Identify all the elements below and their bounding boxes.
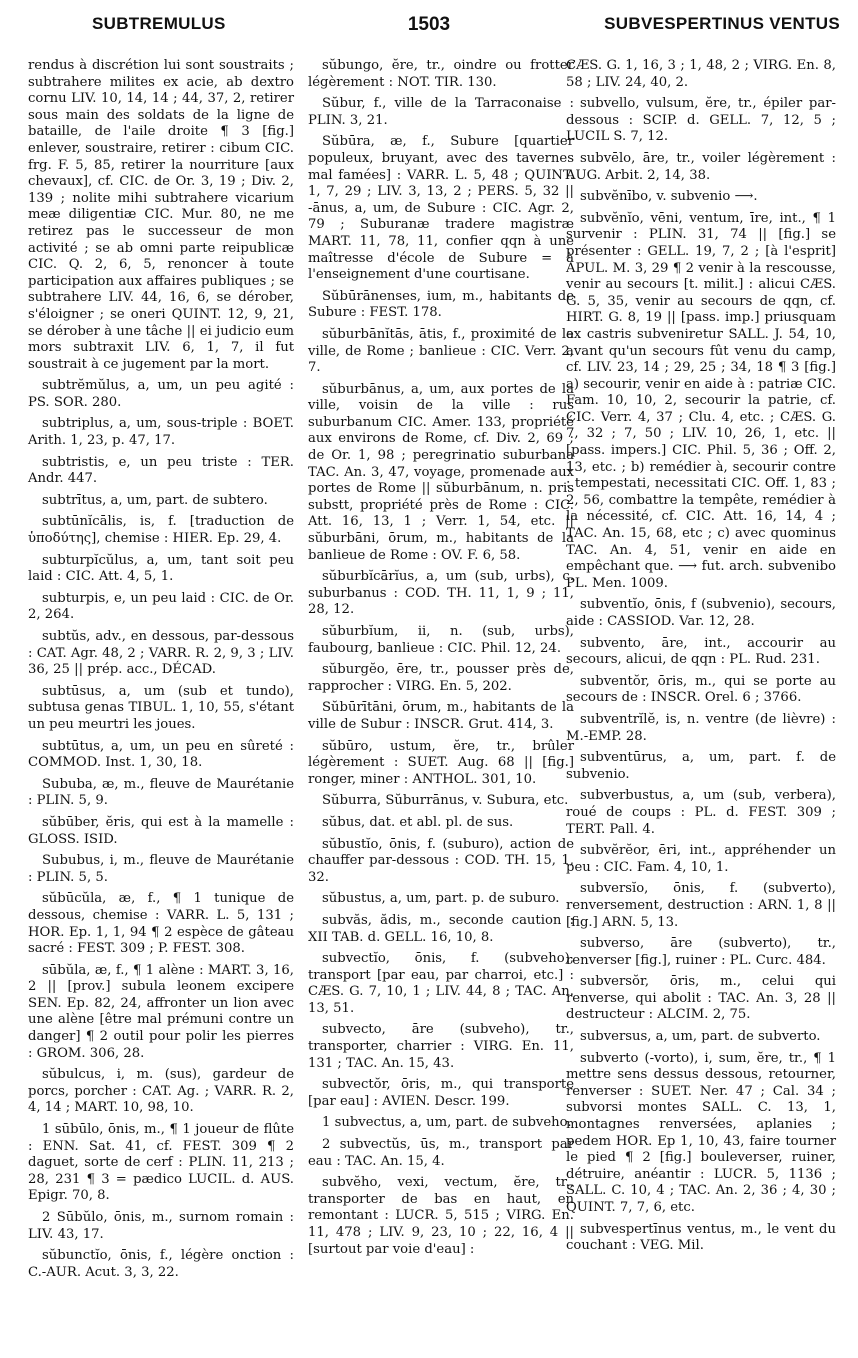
dictionary-entry	[28, 58, 294, 373]
entry-text: 1 subvectus, a, um, part. de subveho.	[322, 1115, 572, 1131]
entry-text: Sububa, æ, m., fleuve de Maurétanie : PLIN. 5, 9.	[28, 776, 294, 809]
dictionary-entry	[308, 891, 574, 908]
running-head-right: SUBVESPERTINUS VENTUS	[604, 14, 840, 33]
entry-text: sŭburbānĭtās, ātis, f., proximité de la ville, de Rome ; banlieue : CIC. Verr. 2, 7.	[308, 326, 574, 376]
entry-text: sŭburgĕo, ēre, tr., pousser près de, rapprocher : VIRG. En. 5, 202.	[308, 662, 574, 694]
dictionary-entry	[308, 96, 574, 129]
dictionary-entry	[308, 289, 574, 322]
dictionary-entry	[28, 416, 294, 449]
entry-text: sŭbūro, ustum, ĕre, tr., brûler légèrement : SUET. Aug. 68 || [fig.] ronger, miner : ANTHOL. 301, 10.	[308, 738, 574, 787]
dictionary-entry	[28, 591, 294, 624]
entry-text: subvectĭo, ōnis, f. (subveho), transport [par eau, par charroi, etc.] : CÆS. G. 7, 10, 1 ; LIV. 44, 8 ; TAC. An. 13, 51.	[308, 951, 574, 1016]
dictionary-entry	[308, 793, 574, 810]
entry-text: sŭburbĭcārĭus, a, um (sub, urbs), c. suburbanus : COD. TH. 11, 1, 9 ; 11, 28, 12.	[308, 569, 574, 618]
dictionary-entry	[308, 662, 574, 695]
dictionary-entry	[308, 58, 574, 91]
dictionary-entry	[566, 674, 836, 707]
entry-text: 2 Sūbŭlo, ōnis, m., surnom romain : LIV. 43, 17.	[28, 1210, 294, 1242]
dictionary-entry	[308, 951, 574, 1017]
dictionary-entry	[308, 382, 574, 565]
dictionary-entry	[308, 739, 574, 789]
entry-text: subversĭo, ōnis, f. (subverto), renversement, destruction : ARN. 1, 8 || [fig.] ARN. 5, 13.	[566, 881, 836, 930]
dictionary-entry	[308, 569, 574, 619]
dictionary-entry	[28, 777, 294, 810]
dictionary-entry	[566, 974, 836, 1024]
dictionary-entry	[28, 739, 294, 772]
entry-text: subversus, a, um, part. de subverto.	[580, 1029, 821, 1045]
entry-text: sŭbustĭo, ōnis, f. (suburo), action de chauffer par-dessous : COD. TH. 15, 1, 32.	[308, 836, 574, 885]
dictionary-entry	[28, 514, 294, 547]
entry-text: subvĕho, vexi, vectum, ĕre, tr., transporter de bas en haut, en remontant : LUCR. 5, 515 ; VIRG. En. 11, 478 ; LIV. 9, 23, 10 ; 22, 16, 4 || [surtout par voie d'eau] :	[308, 1175, 574, 1257]
entry-text: subtristis, e, un peu triste : TER. Andr. 447.	[28, 454, 294, 487]
dictionary-entry	[28, 378, 294, 411]
entry-text: subversŏr, ōris, m., celui qui renverse, qui abolit : TAC. An. 3, 28 || destructeur : ALCIM. 2, 75.	[566, 974, 836, 1023]
entry-text: subtūtus, a, um, un peu en sûreté : COMMOD. Inst. 1, 30, 18.	[28, 738, 294, 771]
entry-text: sŭburbānus, a, um, aux portes de la ville, voisin de la ville : rus suburbanum CIC. Amer. 133, propriété aux environs de Rome, cf. Div. 2, 69 ; de Or. 1, 98 ; peregrinatio suburbana TAC. An. 3, 47, voyage, promenade aux portes de Rome || sŭburbānum, n. pris substt, propriété près de Rome : CIC. Att. 16, 13, 1 ; Verr. 1, 54, etc. || sŭburbāni, ōrum, m., habitants de la banlieue de Rome : OV. F. 6, 58.	[308, 381, 574, 563]
dictionary-entry	[28, 553, 294, 586]
dictionary-entry	[308, 134, 574, 283]
entry-text: CÆS. G. 1, 16, 3 ; 1, 48, 2 ; VIRG. En. 8, 58 ; LIV. 24, 40, 2.	[566, 58, 836, 90]
dictionary-entry	[308, 815, 574, 832]
entry-text: subvĕnĭo, vēni, ventum, īre, int., ¶ 1 survenir : PLIN. 31, 74 || [fig.] se présenter : GELL. 19, 7, 2 ; [à l'esprit] APUL. M. 3, 29 ¶ 2 venir à la rescousse, venir au secours [t. milit.] : alicui CÆS. G. 5, 35, venir au secours de qqn, cf. HIRT. G. 8, 19 || [pass. imp.] priusquam ex castris subveniretur SALL. J. 54, 10, avant qu'un secours fût venu du camp, cf. LIV. 23, 14 ; 29, 25 ; 34, 18 ¶ 3 [fig.] a) secourir, venir en aide à : patriæ CIC. Fam. 10, 10, 2, secourir la patrie, cf. CIC. Verr. 4, 37 ; Clu. 4, etc. ; CÆS. G. 7, 32 ; 7, 50 ; LIV. 10, 26, 1, etc. || [pass. impers.] CIC. Phil. 5, 36 ; Off. 2, 13, etc. ; b) remédier à, secourir contre : tempestati, necessitati CIC. Off. 1, 83 ; 2, 56, combattre la tempête, remédier à la nécessité, cf. CIC. Att. 16, 14, 4 ; TAC. An. 15, 68, etc ; c) avec quominus TAC. An. 4, 51, venir en aide en empêchant que. ⟶ fut. arch. subvenibo PL. Men. 1009.	[566, 210, 836, 591]
dictionary-entry	[566, 750, 836, 783]
entry-text: subvăs, ădis, m., seconde caution : XII TAB. d. GELL. 16, 10, 8.	[308, 912, 574, 945]
entry-text: subverbustus, a, um (sub, verbera), roué de coups : PL. d. FEST. 309 ; TERT. Pall. 4.	[566, 788, 836, 837]
page-header	[0, 14, 858, 46]
dictionary-entry	[566, 96, 836, 146]
dictionary-entry	[308, 1137, 574, 1170]
dictionary-entry	[308, 1115, 574, 1132]
entry-text: subvento, āre, int., accourir au secours, alicui, de qqn : PL. Rud. 231.	[566, 635, 836, 668]
entry-text: subvecto, āre (subveho), tr., transporter, charrier : VIRG. En. 11, 131 ; TAC. An. 15, 43.	[308, 1022, 574, 1071]
entry-text: sŭbunctĭo, ōnis, f., légère onction : C.-AUR. Acut. 3, 3, 22.	[28, 1248, 294, 1280]
column-1	[28, 58, 294, 1286]
dictionary-entry	[28, 963, 294, 1063]
dictionary-entry	[566, 636, 836, 669]
dictionary-entry	[566, 788, 836, 838]
dictionary-entry	[566, 189, 836, 206]
dictionary-entry	[566, 936, 836, 969]
dictionary-entry	[28, 629, 294, 679]
dictionary-entry	[566, 1222, 836, 1255]
dictionary-entry	[566, 151, 836, 184]
dictionary-entry	[28, 1067, 294, 1117]
dictionary-entry	[566, 712, 836, 745]
entry-text: Sububus, i, m., fleuve de Maurétanie : PLIN. 5, 5.	[28, 853, 294, 885]
dictionary-entry	[308, 913, 574, 946]
dictionary-entry	[308, 1175, 574, 1258]
dictionary-entry	[28, 455, 294, 488]
entry-text: sŭbustus, a, um, part. p. de suburo.	[322, 891, 560, 907]
dictionary-entry	[566, 211, 836, 593]
entry-text: sŭbungo, ĕre, tr., oindre ou frotter légèrement : NOT. TIR. 130.	[308, 58, 574, 90]
entry-text: Sŭbūrānenses, ium, m., habitants de Subure : FEST. 178.	[308, 288, 574, 321]
entry-text: subtrītus, a, um, part. de subtero.	[42, 492, 268, 508]
entry-text: Sŭbur, f., ville de la Tarraconaise : PLIN. 3, 21.	[308, 96, 574, 128]
dictionary-entry	[308, 624, 574, 657]
entry-text: Sŭbūrītāni, ōrum, m., habitants de la ville de Subur : INSCR. Grut. 414, 3.	[308, 700, 574, 732]
entry-text: Sŭbūra, æ, f., Subure [quartier populeux, bruyant, avec des tavernes mal famées] : VARR. L. 5, 48 ; QUINT. 1, 7, 29 ; LIV. 3, 13, 2 ; PERS. 5, 32 || -ānus, a, um, de Subure : CIC. Agr. 2, 79 ; Suburanæ tradere magistræ MART. 11, 78, 11, confier qqn à une maîtresse d'école de Subure = à l'enseignement d'une courtisane.	[308, 134, 574, 283]
dictionary-entry	[566, 1051, 836, 1217]
page-number: 1503	[407, 14, 451, 35]
dictionary-entry	[308, 1077, 574, 1110]
entry-text: subturpis, e, un peu laid : CIC. de Or. 2, 264.	[28, 590, 294, 623]
dictionary-entry	[28, 853, 294, 886]
entry-text: subtŭs, adv., en dessous, par-dessous : CAT. Agr. 48, 2 ; VARR. R. 2, 9, 3 ; LIV. 36, 25 || prép. acc., DÉCAD.	[28, 629, 294, 678]
entry-text: sŭbūcŭla, æ, f., ¶ 1 tunique de dessous, chemise : VARR. L. 5, 131 ; HOR. Ep. 1, 1, 94 ¶ 2 espèce de gâteau sacré : FEST. 309 ; P. FEST. 308.	[28, 891, 294, 957]
entry-text: subverto (-vorto), i, sum, ĕre, tr., ¶ 1 mettre sens dessus dessous, retourner, renverser : SUET. Ner. 47 ; Cal. 34 ; subvorsi montes SALL. C. 13, 1, montagnes renversées, aplanies ; pedem HOR. Ep 1, 10, 43, faire tourner le pied ¶ 2 [fig.] bouleverser, ruiner, détruire, anéantir : LUCR. 5, 1136 ; SALL. C. 10, 4 ; TAC. An. 2, 36 ; 4, 30 ; QUINT. 7, 7, 6, etc.	[566, 1050, 836, 1215]
entry-text: 2 subvectŭs, ūs, m., transport par eau : TAC. An. 15, 4.	[308, 1137, 574, 1169]
entry-text: subventŏr, ōris, m., qui se porte au secours de : INSCR. Orel. 6 ; 3766.	[566, 673, 836, 706]
dictionary-entry	[566, 58, 836, 91]
dictionary-entry	[28, 815, 294, 848]
entry-text: subtūsus, a, um (sub et tundo), subtusa genas TIBUL. 1, 10, 55, s'étant un peu meurtri les joues.	[28, 683, 294, 732]
dictionary-entry	[28, 684, 294, 734]
entry-text: sūbŭla, æ, f., ¶ 1 alène : MART. 3, 16, 2 || [prov.] subula leonem excipere SEN. Ep. 82, 24, affronter un lion avec une alène [être mal prémuni contre un danger] ¶ 2 outil pour polir les pierres : GROM. 306, 28.	[28, 962, 294, 1061]
entry-text: rendus à discrétion lui sont soustraits ; subtrahere milites ex acie, ab dextro cornu LIV. 10, 14, 14 ; 44, 37, 2, retirer sous main des soldats de la ligne de bataille, de l'aile droite ¶ 3 [fig.] enlever, soustraire, retirer : cibum CIC. frg. F. 5, 85, retirer la nourriture [aux chevaux], cf. CIC. de Or. 3, 19 ; Div. 2, 139 ; nolite mihi subtrahere vicarium meæ diligentiæ CIC. Mur. 80, ne me retirez pas le successeur de mon activité ; se ab omni parte reipublicæ CIC. Q. 2, 6, 5, renoncer à toute participation aux affaires publiques ; se subtrahere LIV. 44, 16, 6, se dérober, s'éloigner ; se oneri QUINT. 12, 9, 21, se dérober à une tâche || ei judicio eum mors subtraxit LIV. 6, 1, 7, il fut soustrait à ce jugement par la mort.	[28, 58, 294, 372]
column-2	[308, 58, 574, 1263]
dictionary-entry	[308, 837, 574, 887]
dictionary-entry	[566, 843, 836, 876]
entry-text: subvespertīnus ventus, m., le vent du couchant : VEG. Mil.	[566, 1221, 836, 1254]
entry-text: subvello, vulsum, ĕre, tr., épiler par-dessous : SCIP. d. GELL. 7, 12, 5 ; LUCIL S. 7, 12.	[566, 96, 836, 145]
running-head-left: SUBTREMULUS	[92, 14, 226, 33]
entry-text: 1 sūbūlo, ōnis, m., ¶ 1 joueur de flûte : ENN. Sat. 41, cf. FEST. 309 ¶ 2 daguet, sorte de cerf : PLIN. 11, 213 ; 28, 231 ¶ 3 = pædico LUCIL. d. AUS. Epigr. 70, 8.	[28, 1122, 294, 1204]
dictionary-entry	[566, 1029, 836, 1046]
entry-text: subverso, āre (subverto), tr., renverser [fig.], ruiner : PL. Curc. 484.	[566, 936, 836, 968]
entry-text: sŭburbĭum, ii, n. (sub, urbs), faubourg, banlieue : CIC. Phil. 12, 24.	[308, 624, 574, 656]
entry-text: subvectŏr, ōris, m., qui transporte [par eau] : AVIEN. Descr. 199.	[308, 1077, 574, 1109]
entry-text: subventūrus, a, um, part. f. de subvenio.	[566, 750, 836, 782]
entry-text: subturpĭcŭlus, a, um, tant soit peu laid : CIC. Att. 4, 5, 1.	[28, 552, 294, 585]
entry-text: sŭbūber, ĕris, qui est à la mamelle : GLOSS. ISID.	[28, 814, 294, 847]
entry-text: subvēlo, āre, tr., voiler légèrement : AUG. Arbit. 2, 14, 38.	[566, 150, 836, 183]
dictionary-entry	[28, 1248, 294, 1281]
entry-text: Sŭburra, Sŭburrānus, v. Subura, etc.	[322, 793, 569, 809]
dictionary-entry	[308, 327, 574, 377]
entry-text: subventĭo, ōnis, f (subvenio), secours, aide : CASSIOD. Var. 12, 28.	[566, 597, 836, 629]
entry-text: subvĕnībo, v. subvenio ⟶.	[580, 189, 758, 205]
dictionary-entry	[566, 597, 836, 630]
dictionary-entry	[566, 881, 836, 931]
entry-text: sŭbulcus, i, m. (sus), gardeur de porcs, porcher : CAT. Ag. ; VARR. R. 2, 4, 14 ; MART. 10, 98, 10.	[28, 1067, 294, 1116]
entry-text: subventrĭlĕ, is, n. ventre (de lièvre) : M.-EMP. 28.	[566, 711, 836, 744]
dictionary-entry	[28, 891, 294, 957]
dictionary-entry	[308, 1022, 574, 1072]
dictionary-entry	[28, 1210, 294, 1243]
dictionary-entry	[28, 493, 294, 510]
entry-text: subtriplus, a, um, sous-triple : BOET. Arith. 1, 23, p. 47, 17.	[28, 416, 294, 449]
entry-text: subtūnĭcālis, is, f. [traduction de ὑποδύτης], chemise : HIER. Ep. 29, 4.	[28, 514, 294, 547]
entry-text: subtrĕmŭlus, a, um, un peu agité : PS. SOR. 280.	[28, 378, 294, 410]
entry-text: sŭbus, dat. et abl. pl. de sus.	[322, 814, 514, 830]
column-3	[566, 58, 836, 1260]
entry-text: subvĕrĕor, ēri, int., appréhender un peu : CIC. Fam. 4, 10, 1.	[566, 843, 836, 875]
dictionary-entry	[308, 700, 574, 733]
dictionary-entry	[28, 1122, 294, 1205]
